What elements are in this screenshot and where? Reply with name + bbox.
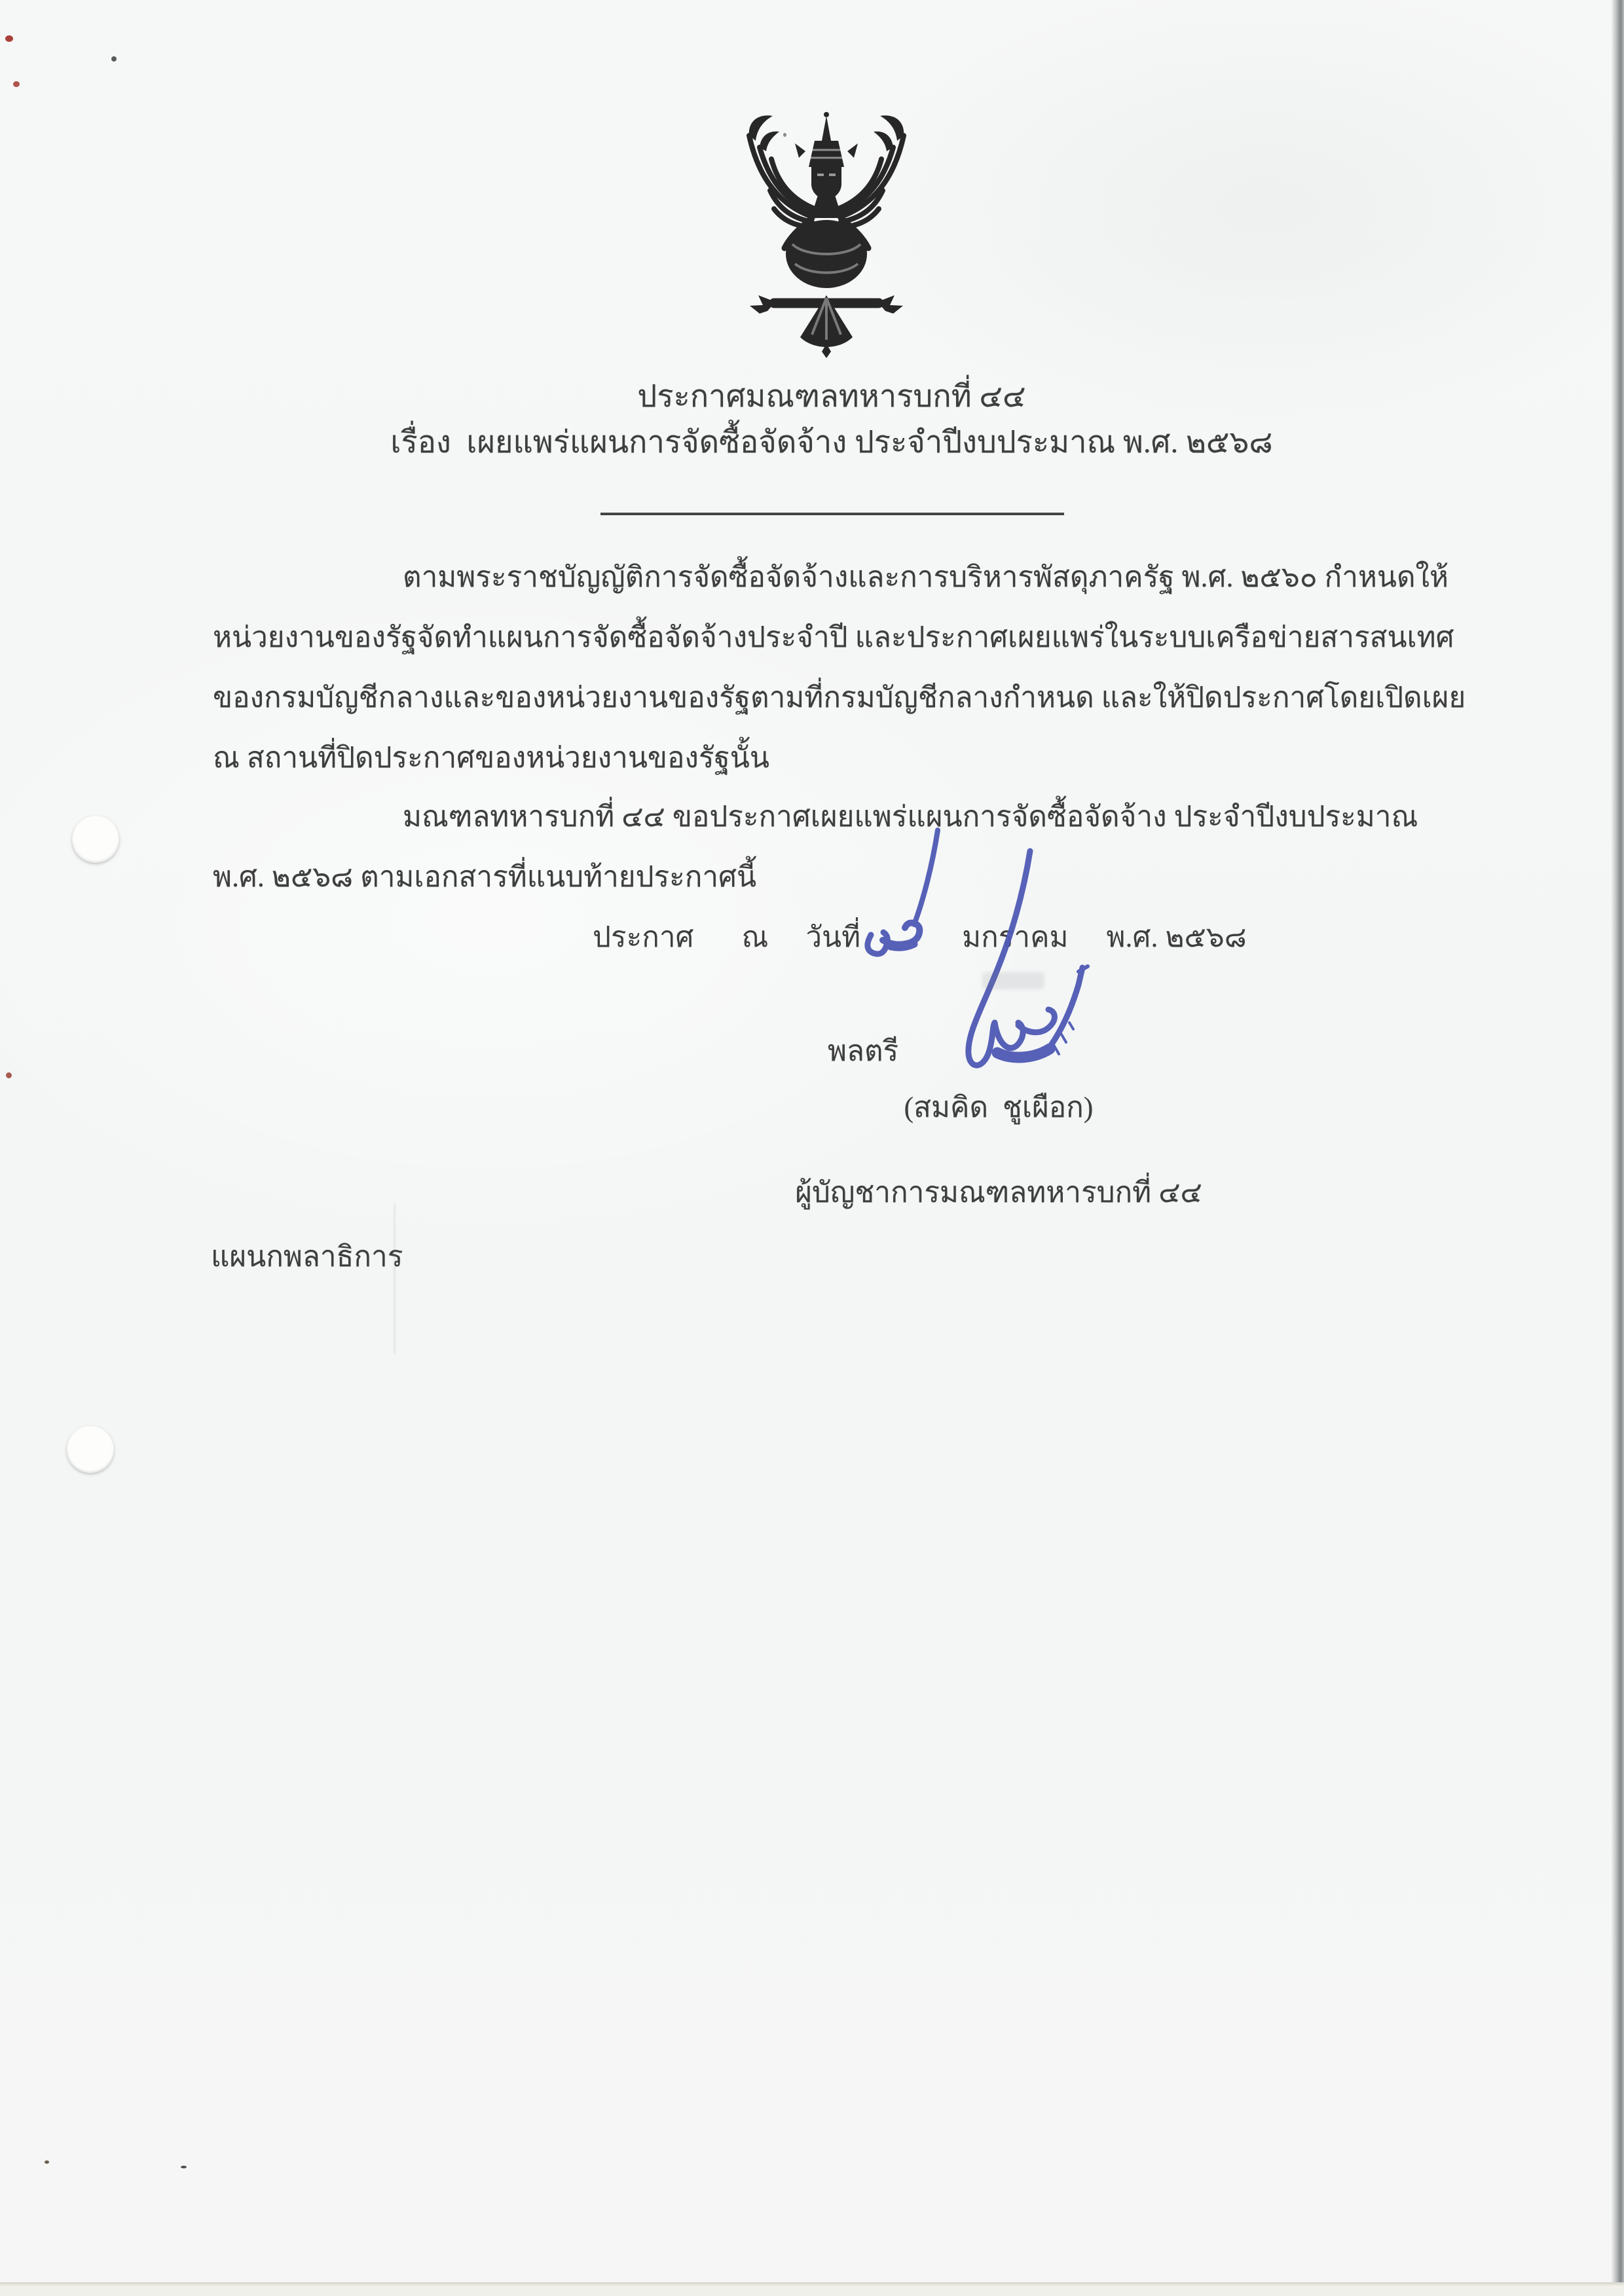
paragraph1-line1: ตามพระราชบัญญัติการจัดซื้อจัดจ้างและการบริหารพัสดุภาครัฐ พ.ศ. ๒๕๖๐ กำหนดให้ xyxy=(403,561,1449,593)
title-line2: เรื่อง เผยแพร่แผนการจัดซื้อจัดจ้าง ประจำปีงบประมาณ พ.ศ. ๒๕๖๘ xyxy=(390,426,1273,460)
date-word: วันที่ xyxy=(805,921,861,953)
paragraph2-line2: พ.ศ. ๒๕๖๘ ตามเอกสารที่แนบท้ายประกาศนี้ xyxy=(213,861,757,893)
title-line1: ประกาศมณฑลทหารบกที่ ๔๔ xyxy=(637,380,1026,414)
scan-edge-bottom xyxy=(0,2282,1624,2296)
signer-name: (สมคิด ชูเผือก) xyxy=(904,1091,1094,1123)
signer-position: ผู้บัญชาการมณฑลทหารบกที่ ๔๔ xyxy=(795,1176,1202,1209)
paper-crease xyxy=(394,1203,396,1354)
ink-bleed-ghost xyxy=(982,972,1044,989)
paragraph1-line4: ณ สถานที่ปิดประกาศของหน่วยงานของรัฐนั้น xyxy=(213,742,769,774)
scan-speck xyxy=(181,2166,187,2168)
announce-word: ประกาศ xyxy=(593,921,694,953)
punch-hole-top xyxy=(72,816,119,863)
scan-speck xyxy=(111,56,117,62)
scan-speck xyxy=(45,2160,49,2164)
title-divider xyxy=(600,513,1064,515)
scan-speck xyxy=(6,1072,12,1078)
paragraph1-line3: ของกรมบัญชีกลางและของหน่วยงานของรัฐตามที่กรมบัญชีกลางกำหนด และให้ปิดประกาศโดยเปิดเผย xyxy=(213,682,1466,714)
footer-department: แผนกพลาธิการ xyxy=(211,1241,403,1273)
month-word: มกราคม xyxy=(962,921,1069,953)
scan-edge-right xyxy=(1611,0,1624,2296)
paragraph2-line1: มณฑลทหารบกที่ ๔๔ ขอประกาศเผยแพร่แผนการจัดซื้อจัดจ้าง ประจำปีงบประมาณ xyxy=(403,801,1418,833)
paragraph1-line2: หน่วยงานของรัฐจัดทำแผนการจัดซื้อจัดจ้างประจำปี และประกาศเผยแพร่ในระบบเครือข่ายสารสนเทศ xyxy=(213,621,1454,653)
signer-rank: พลตรี xyxy=(828,1035,899,1067)
at-word: ณ xyxy=(741,921,769,953)
signature-scribble xyxy=(913,831,1103,1093)
garuda-emblem-icon xyxy=(714,107,940,359)
scan-speck xyxy=(13,81,20,87)
scan-speck xyxy=(783,133,786,137)
scan-speck xyxy=(5,35,13,42)
punch-hole-bottom xyxy=(67,1426,114,1473)
year-word: พ.ศ. ๒๕๖๘ xyxy=(1106,921,1247,953)
